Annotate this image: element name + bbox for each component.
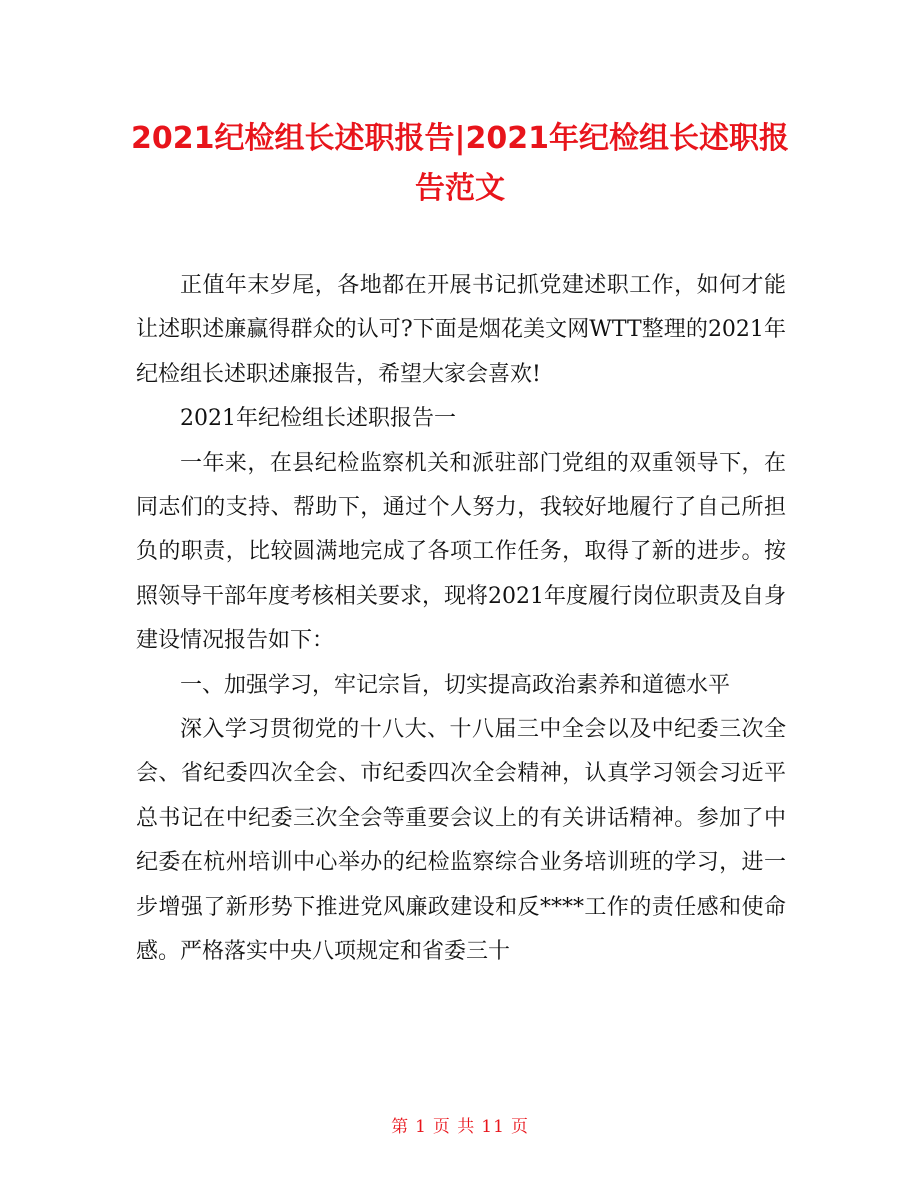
footer-label-page: 第: [391, 1117, 410, 1137]
footer-total-pages: 11: [481, 1117, 505, 1137]
footer-label-of: 页 共: [432, 1117, 476, 1137]
document-body: [136, 264, 786, 975]
paragraph-subtitle: 2021年纪检组长述职报告一: [180, 406, 456, 432]
document-title: 2021纪检组长述职报告|2021年纪检组长述职报告范文: [131, 121, 789, 206]
footer-current-page: 1: [415, 1117, 427, 1137]
footer-label-end: 页: [510, 1117, 529, 1137]
paragraph-section-heading: 一、加强学习，牢记宗旨，切实提高政治素养和道德水平: [180, 672, 731, 698]
paragraph-study: 深入学习贯彻党的十八大、十八届三中全会以及中纪委三次全会、省纪委四次全会、市纪委四次全会精神，认真学习领会习近平总书记在中纪委三次全会等重要会议上的有关讲话精神。参加了中纪委在杭州培训中心举办的纪检监察综合业务培训班的学习，进一步增强了新形势下推进党风廉政建设和反****工作的责任感和使命感。严格落实中央八项规定和省委三十: [136, 717, 786, 965]
paragraph-intro: 正值年末岁尾，各地都在开展书记抓党建述职工作，如何才能让述职述廉赢得群众的认可?下面是烟花美文网WTT整理的2021年纪检组长述职述廉报告，希望大家会喜欢!: [136, 273, 786, 387]
paragraph-overview: 一年来，在县纪检监察机关和派驻部门党组的双重领导下，在同志们的支持、帮助下，通过个人努力，我较好地履行了自己所担负的职责，比较圆满地完成了各项工作任务，取得了新的进步。按照领导干部年度考核相关要求，现将2021年度履行岗位职责及自身建设情况报告如下：: [136, 450, 786, 654]
page-footer: [0, 1112, 920, 1137]
